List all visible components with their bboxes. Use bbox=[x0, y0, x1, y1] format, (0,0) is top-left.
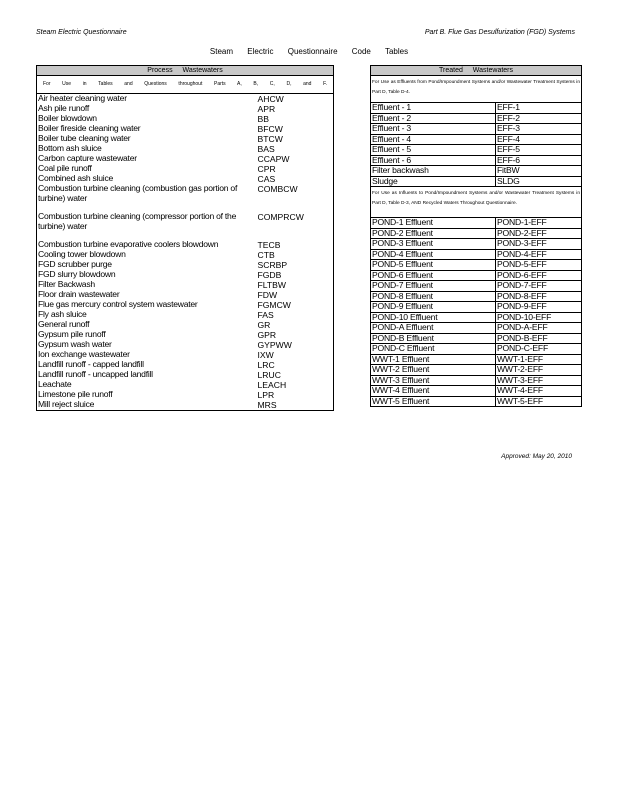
table-row bbox=[371, 218, 582, 229]
effluent-name: POND-C Effluent bbox=[371, 344, 496, 355]
wastewater-name: Cooling tower blowdown bbox=[37, 250, 257, 260]
effluent-code: EFF-4 bbox=[496, 134, 582, 145]
treated-heading: Treated Wastewaters bbox=[371, 66, 582, 76]
wastewater-code: SCRBP bbox=[257, 260, 334, 270]
wastewater-code: BAS bbox=[257, 144, 334, 154]
wastewater-name: General runoff bbox=[37, 320, 257, 330]
wastewater-code: BFCW bbox=[257, 124, 334, 134]
table-row bbox=[371, 323, 582, 334]
usage-note: For Use as Effluents from Pond/Impoundment Systems and/or Wastewater Treatment Systems in Part D, Table D-4. bbox=[371, 76, 582, 103]
table-row bbox=[37, 250, 334, 260]
table-row bbox=[371, 281, 582, 292]
table-row bbox=[371, 270, 582, 281]
wastewater-name: Bottom ash sluice bbox=[37, 144, 257, 154]
effluent-code: POND-4-EFF bbox=[496, 249, 582, 260]
wastewater-code: CPR bbox=[257, 164, 334, 174]
table-row bbox=[37, 360, 334, 370]
table-row bbox=[37, 94, 334, 105]
effluent-name: POND-9 Effluent bbox=[371, 302, 496, 313]
wastewater-code: BB bbox=[257, 114, 334, 124]
wastewater-code: LEACH bbox=[257, 380, 334, 390]
effluent-code: EFF-6 bbox=[496, 155, 582, 166]
wastewater-name: Gypsum pile runoff bbox=[37, 330, 257, 340]
treated-table-body bbox=[371, 76, 582, 407]
approved-date: Approved: May 20, 2010 bbox=[501, 453, 572, 460]
table-row bbox=[37, 380, 334, 390]
effluent-code: POND-1-EFF bbox=[496, 218, 582, 229]
effluent-code: POND-7-EFF bbox=[496, 281, 582, 292]
effluent-code: POND-3-EFF bbox=[496, 239, 582, 250]
table-row bbox=[371, 365, 582, 376]
wastewater-name: Carbon capture wastewater bbox=[37, 154, 257, 164]
wastewater-code: COMPRCW bbox=[257, 212, 334, 240]
effluent-name: Effluent - 1 bbox=[371, 103, 496, 114]
table-row bbox=[371, 145, 582, 156]
note-row bbox=[371, 76, 582, 103]
table-row bbox=[371, 312, 582, 323]
table-row bbox=[371, 228, 582, 239]
wastewater-name: Fly ash sluice bbox=[37, 310, 257, 320]
effluent-code: POND-8-EFF bbox=[496, 291, 582, 302]
effluent-code: POND-6-EFF bbox=[496, 270, 582, 281]
wastewater-name: Limestone pile runoff bbox=[37, 390, 257, 400]
effluent-name: POND-3 Effluent bbox=[371, 239, 496, 250]
effluent-name: POND-B Effluent bbox=[371, 333, 496, 344]
wastewater-code: CAS bbox=[257, 174, 334, 184]
effluent-code: POND-C-EFF bbox=[496, 344, 582, 355]
wastewater-name: Boiler blowdown bbox=[37, 114, 257, 124]
wastewater-name: Filter Backwash bbox=[37, 280, 257, 290]
wastewater-name: Boiler tube cleaning water bbox=[37, 134, 257, 144]
process-wastewaters-table bbox=[36, 65, 334, 411]
wastewater-code: APR bbox=[257, 104, 334, 114]
process-table-body bbox=[37, 94, 334, 411]
table-row bbox=[371, 103, 582, 114]
effluent-code: WWT-3-EFF bbox=[496, 375, 582, 386]
table-row bbox=[37, 340, 334, 350]
wastewater-code: IXW bbox=[257, 350, 334, 360]
wastewater-code: MRS bbox=[257, 400, 334, 411]
table-row bbox=[37, 144, 334, 154]
table-row bbox=[371, 249, 582, 260]
effluent-code: EFF-3 bbox=[496, 124, 582, 135]
wastewater-code: CCAPW bbox=[257, 154, 334, 164]
process-heading: Process Wastewaters bbox=[37, 66, 334, 76]
wastewater-code: LPR bbox=[257, 390, 334, 400]
effluent-name: POND-10 Effluent bbox=[371, 312, 496, 323]
wastewater-name: Boiler fireside cleaning water bbox=[37, 124, 257, 134]
effluent-code: POND-10-EFF bbox=[496, 312, 582, 323]
effluent-code: POND-2-EFF bbox=[496, 228, 582, 239]
effluent-name: POND-6 Effluent bbox=[371, 270, 496, 281]
wastewater-code: CTB bbox=[257, 250, 334, 260]
wastewater-name: Air heater cleaning water bbox=[37, 94, 257, 105]
table-row bbox=[371, 386, 582, 397]
wastewater-name: Flue gas mercury control system wastewater bbox=[37, 300, 257, 310]
effluent-code: EFF-1 bbox=[496, 103, 582, 114]
wastewater-code: FDW bbox=[257, 290, 334, 300]
wastewater-name: FGD slurry blowdown bbox=[37, 270, 257, 280]
wastewater-name: FGD scrubber purge bbox=[37, 260, 257, 270]
effluent-name: POND-4 Effluent bbox=[371, 249, 496, 260]
table-row bbox=[37, 310, 334, 320]
treated-wastewaters-table bbox=[370, 65, 582, 407]
table-row bbox=[37, 164, 334, 174]
effluent-name: WWT-1 Effluent bbox=[371, 354, 496, 365]
process-subheading: For Use in Tables and Questions throughout Parts A, B, C, D, and F. bbox=[37, 76, 334, 94]
page-title: Steam Electric Questionnaire Code Tables bbox=[209, 47, 409, 56]
usage-note: For Use as Influents to Pond/Impoundment Systems and/or Wastewater Treatment Systems in Part D, Table D-3, AND Recycled Waters Throughout Questionnaire. bbox=[371, 187, 582, 218]
effluent-name: WWT-2 Effluent bbox=[371, 365, 496, 376]
wastewater-code: FGDB bbox=[257, 270, 334, 280]
effluent-name: WWT-3 Effluent bbox=[371, 375, 496, 386]
table-row bbox=[37, 212, 334, 240]
table-row bbox=[37, 174, 334, 184]
effluent-name: Effluent - 4 bbox=[371, 134, 496, 145]
table-row bbox=[371, 176, 582, 187]
wastewater-code: FGMCW bbox=[257, 300, 334, 310]
effluent-code: POND-5-EFF bbox=[496, 260, 582, 271]
effluent-name: POND-7 Effluent bbox=[371, 281, 496, 292]
table-row bbox=[371, 333, 582, 344]
table-row bbox=[371, 291, 582, 302]
table-row bbox=[371, 375, 582, 386]
wastewater-name: Combustion turbine evaporative coolers blowdown bbox=[37, 240, 257, 250]
header-right: Part B. Flue Gas Desulfurization (FGD) Systems bbox=[424, 29, 575, 36]
effluent-name: POND-1 Effluent bbox=[371, 218, 496, 229]
table-row bbox=[371, 260, 582, 271]
table-row bbox=[371, 166, 582, 177]
effluent-name: Effluent - 6 bbox=[371, 155, 496, 166]
table-row bbox=[37, 260, 334, 270]
wastewater-code: LRC bbox=[257, 360, 334, 370]
table-row bbox=[371, 344, 582, 355]
table-row bbox=[371, 124, 582, 135]
wastewater-name: Ion exchange wastewater bbox=[37, 350, 257, 360]
effluent-name: POND-5 Effluent bbox=[371, 260, 496, 271]
table-row bbox=[371, 113, 582, 124]
effluent-code: EFF-2 bbox=[496, 113, 582, 124]
wastewater-name: Gypsum wash water bbox=[37, 340, 257, 350]
table-row bbox=[37, 184, 334, 212]
wastewater-name: Landfill runoff - capped landfill bbox=[37, 360, 257, 370]
table-row bbox=[37, 280, 334, 290]
effluent-code: POND-B-EFF bbox=[496, 333, 582, 344]
note-row bbox=[371, 187, 582, 218]
wastewater-code: GPR bbox=[257, 330, 334, 340]
effluent-name: Effluent - 3 bbox=[371, 124, 496, 135]
table-row bbox=[37, 400, 334, 411]
wastewater-code: TECB bbox=[257, 240, 334, 250]
effluent-code: SLDG bbox=[496, 176, 582, 187]
table-row bbox=[371, 155, 582, 166]
table-row bbox=[37, 320, 334, 330]
wastewater-code: GYPWW bbox=[257, 340, 334, 350]
wastewater-name: Floor drain wastewater bbox=[37, 290, 257, 300]
wastewater-name: Landfill runoff - uncapped landfill bbox=[37, 370, 257, 380]
table-row bbox=[37, 154, 334, 164]
wastewater-name: Combustion turbine cleaning (combustion gas portion of turbine) water bbox=[37, 184, 257, 212]
table-row bbox=[37, 290, 334, 300]
wastewater-name: Combustion turbine cleaning (compressor portion of the turbine) water bbox=[37, 212, 257, 240]
effluent-name: Filter backwash bbox=[371, 166, 496, 177]
effluent-code: WWT-5-EFF bbox=[496, 396, 582, 407]
table-row bbox=[371, 134, 582, 145]
effluent-code: WWT-2-EFF bbox=[496, 365, 582, 376]
effluent-code: EFF-5 bbox=[496, 145, 582, 156]
effluent-name: Effluent - 2 bbox=[371, 113, 496, 124]
wastewater-name: Ash pile runoff bbox=[37, 104, 257, 114]
wastewater-name: Combined ash sluice bbox=[37, 174, 257, 184]
wastewater-code: COMBCW bbox=[257, 184, 334, 212]
wastewater-code: GR bbox=[257, 320, 334, 330]
effluent-name: WWT-5 Effluent bbox=[371, 396, 496, 407]
wastewater-code: BTCW bbox=[257, 134, 334, 144]
effluent-name: WWT-4 Effluent bbox=[371, 386, 496, 397]
table-row bbox=[37, 240, 334, 250]
table-row bbox=[371, 239, 582, 250]
effluent-code: WWT-4-EFF bbox=[496, 386, 582, 397]
table-row bbox=[37, 330, 334, 340]
table-row bbox=[37, 300, 334, 310]
table-row bbox=[371, 302, 582, 313]
table-row bbox=[37, 270, 334, 280]
table-row bbox=[37, 114, 334, 124]
wastewater-code: AHCW bbox=[257, 94, 334, 105]
effluent-code: POND-9-EFF bbox=[496, 302, 582, 313]
table-row bbox=[371, 354, 582, 365]
table-row bbox=[37, 370, 334, 380]
wastewater-name: Coal pile runoff bbox=[37, 164, 257, 174]
table-row bbox=[37, 124, 334, 134]
effluent-name: Sludge bbox=[371, 176, 496, 187]
effluent-name: Effluent - 5 bbox=[371, 145, 496, 156]
wastewater-name: Leachate bbox=[37, 380, 257, 390]
table-row bbox=[37, 134, 334, 144]
effluent-name: POND-8 Effluent bbox=[371, 291, 496, 302]
header-left: Steam Electric Questionnaire bbox=[36, 29, 127, 36]
table-row bbox=[37, 350, 334, 360]
wastewater-code: FAS bbox=[257, 310, 334, 320]
effluent-name: POND-2 Effluent bbox=[371, 228, 496, 239]
effluent-code: FitBW bbox=[496, 166, 582, 177]
wastewater-code: LRUC bbox=[257, 370, 334, 380]
effluent-code: WWT-1-EFF bbox=[496, 354, 582, 365]
wastewater-name: Mill reject sluice bbox=[37, 400, 257, 411]
table-row bbox=[371, 396, 582, 407]
effluent-code: POND-A-EFF bbox=[496, 323, 582, 334]
effluent-name: POND-A Effluent bbox=[371, 323, 496, 334]
wastewater-code: FLTBW bbox=[257, 280, 334, 290]
table-row bbox=[37, 104, 334, 114]
table-row bbox=[37, 390, 334, 400]
